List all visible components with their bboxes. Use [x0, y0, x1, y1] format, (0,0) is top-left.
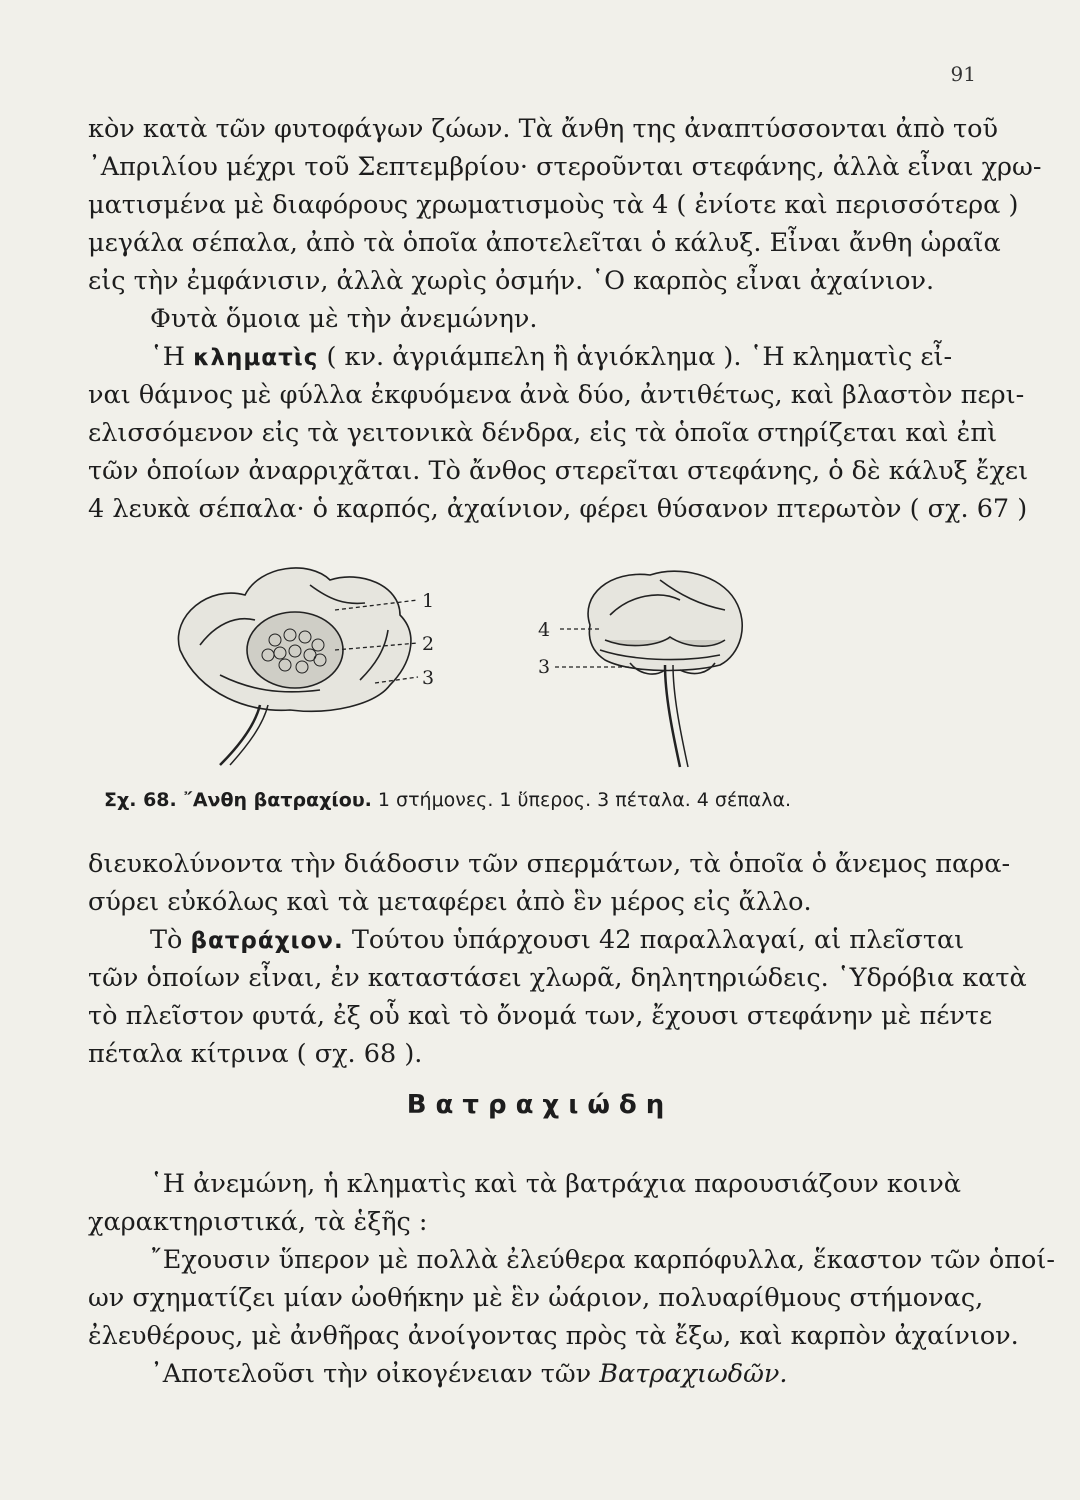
text-line-family [88, 1355, 922, 1393]
text-fragment: ( κν. ἀγριάμπελη ἢ ἁγιόκλημα ). ῾Η κληματὶς εἶ- [326, 342, 953, 372]
text-line: σύρει εὐκόλως καὶ τὰ μεταφέρει ἀπὸ ἓν μέρος εἰς ἄλλο. [88, 887, 812, 917]
text-line: τῶν ὁποίων εἶναι, ἐν καταστάσει χλωρᾶ, δηλητηριώδεις. ῾Υδρόβια κατὰ [88, 963, 1027, 993]
text-line: ἐλευθέρους, μὲ ἀνθῆρας ἀνοίγοντας πρὸς τὰ ἔξω, καὶ καρπὸν ἀχαίνιον. [88, 1321, 1019, 1351]
figure-label-3b: 3 [538, 656, 551, 678]
text-line: 4 λευκὰ σέπαλα· ὁ καρπός, ἀχαίνιον, φέρει θύσανον πτερωτὸν ( σχ. 67 ) [88, 494, 1028, 524]
page-number: 91 [950, 62, 976, 86]
flower-top-view [178, 568, 410, 765]
text-line: κὸν κατὰ τῶν φυτοφάγων ζώων. Τὰ ἄνθη της ἀναπτύσσονται ἀπὸ τοῦ [88, 114, 999, 144]
section-heading: Βατραχιώδη [406, 1090, 674, 1120]
caption-legend: 1 στήμονες. 1 ὕπερος. 3 πέταλα. 4 σέπαλα. [377, 789, 792, 811]
text-fragment: Τὸ [150, 925, 183, 955]
text-line: ῎Εχουσιν ὕπερον μὲ πολλὰ ἐλεύθερα καρπόφυλλα, ἕκαστον τῶν ὁποί- [150, 1245, 1055, 1275]
text-line: πέταλα κίτρινα ( σχ. 68 ). [88, 1039, 423, 1069]
figure-caption [104, 786, 924, 814]
term-batrachion: βατράχιον. [190, 928, 344, 954]
text-line: τῶν ὁποίων ἀναρριχᾶται. Τὸ ἄνθος στερεῖται στεφάνης, ὁ δὲ κάλυξ ἔχει [88, 456, 1029, 486]
text-line: τὸ πλεῖστον φυτά, ἐξ οὗ καὶ τὸ ὄνομά των, ἔχουσι στεφάνην μὲ πέντε [88, 1001, 993, 1031]
buttercup-illustration [160, 555, 950, 770]
term-batrachiodon: Βατραχιωδῶν. [599, 1359, 788, 1389]
text-line-clematis [88, 338, 953, 376]
caption-title: Σχ. 68. ῎Ανθη βατραχίου. [104, 789, 372, 811]
figure-label-3: 3 [422, 667, 435, 689]
middle-paragraphs [88, 845, 1027, 1073]
text-line: ων σχηματίζει μίαν ὠοθήκην μὲ ἓν ὠάριον, πολυαρίθμους στήμονας, [88, 1283, 984, 1313]
text-line: διευκολύνοντα τὴν διάδοσιν τῶν σπερμάτων, τὰ ὁποῖα ὁ ἄνεμος παρα- [88, 849, 1011, 879]
text-line: Φυτὰ ὅμοια μὲ τὴν ἀνεμώνην. [150, 304, 538, 334]
text-line: εἰς τὴν ἐμφάνισιν, ἀλλὰ χωρὶς ὀσμήν. ῾Ο καρπὸς εἶναι ἀχαίνιον. [88, 266, 935, 296]
text-line-batrachion [88, 921, 965, 959]
text-fragment: ᾿Αποτελοῦσι τὴν οἰκογένειαν τῶν [150, 1359, 592, 1389]
text-line: ῾Η ἀνεμώνη, ἡ κληματὶς καὶ τὰ βατράχια παρουσιάζουν κοινὰ [150, 1169, 961, 1199]
text-line: μεγάλα σέπαλα, ἀπὸ τὰ ὁποῖα ἀποτελεῖται ὁ κάλυξ. Εἶναι ἄνθη ὡραῖα [88, 228, 1001, 258]
text-line: ελισσόμενον εἰς τὰ γειτονικὰ δένδρα, εἰς τὰ ὁποῖα στηρίζεται καὶ ἐπὶ [88, 418, 998, 448]
text-line: ναι θάμνος μὲ φύλλα ἐκφυόμενα ἀνὰ δύο, ἀντιθέτως, καὶ βλαστὸν περι- [88, 380, 1025, 410]
figure-label-2: 2 [422, 633, 435, 655]
figure-label-4: 4 [538, 619, 551, 641]
figure-label-1: 1 [422, 590, 435, 612]
term-clematis: κληματὶς [193, 345, 319, 371]
top-paragraphs [88, 110, 1042, 528]
flower-side-view [588, 571, 742, 767]
text-fragment: Τούτου ὑπάρχουσι 42 παραλλαγαί, αἱ πλεῖσται [351, 925, 965, 955]
text-line: χαρακτηριστικά, τὰ ἑξῆς : [88, 1207, 428, 1237]
text-line: ᾿Απριλίου μέχρι τοῦ Σεπτεμβρίου· στεροῦνται στεφάνης, ἀλλὰ εἶναι χρω- [88, 152, 1042, 182]
text-line: ματισμένα μὲ διαφόρους χρωματισμοὺς τὰ 4 ( ἐνίοτε καὶ περισσότερα ) [88, 190, 1019, 220]
bottom-paragraphs [88, 1165, 1055, 1393]
buttercup-figure [160, 555, 950, 770]
text-fragment: ῾Η [150, 342, 185, 372]
